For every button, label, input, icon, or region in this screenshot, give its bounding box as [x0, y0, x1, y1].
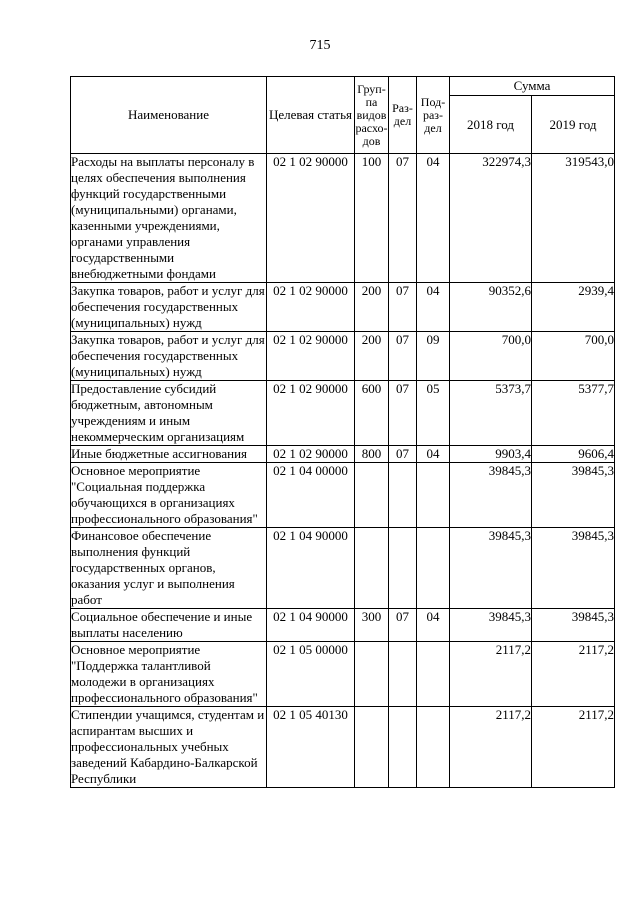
header-sum: Сумма: [450, 77, 615, 96]
cell-code: 02 1 04 90000: [267, 528, 355, 609]
cell-name: Расходы на выплаты персоналу в целях обеспечения выполнения функций государственными (муниципальными) органами, казенными учреждениями, органами управления государственными внебюджетными фондами: [71, 154, 267, 283]
cell-section: [389, 707, 417, 788]
cell-y2018: 5373,7: [450, 381, 532, 446]
cell-subsection: 04: [417, 154, 450, 283]
cell-group: 200: [355, 332, 389, 381]
cell-subsection: [417, 528, 450, 609]
cell-y2018: 39845,3: [450, 609, 532, 642]
cell-y2019: 39845,3: [532, 463, 615, 528]
cell-group: 200: [355, 283, 389, 332]
cell-section: 07: [389, 609, 417, 642]
cell-subsection: [417, 642, 450, 707]
cell-name: Иные бюджетные ассигнования: [71, 446, 267, 463]
cell-name: Финансовое обеспечение выполнения функций государственных органов, оказания услуг и выполнения работ: [71, 528, 267, 609]
cell-code: 02 1 02 90000: [267, 283, 355, 332]
cell-code: 02 1 05 40130: [267, 707, 355, 788]
cell-subsection: 04: [417, 446, 450, 463]
table-row: [71, 283, 615, 332]
table-row: [71, 642, 615, 707]
table-row: [71, 446, 615, 463]
cell-y2019: 9606,4: [532, 446, 615, 463]
cell-code: 02 1 02 90000: [267, 154, 355, 283]
cell-subsection: [417, 707, 450, 788]
table-row: [71, 332, 615, 381]
cell-y2018: 39845,3: [450, 463, 532, 528]
cell-section: 07: [389, 283, 417, 332]
table-row: [71, 609, 615, 642]
cell-subsection: [417, 463, 450, 528]
cell-section: [389, 642, 417, 707]
cell-subsection: 04: [417, 283, 450, 332]
cell-code: 02 1 02 90000: [267, 332, 355, 381]
cell-name: Закупка товаров, работ и услуг для обеспечения государственных (муниципальных) нужд: [71, 283, 265, 330]
cell-subsection: 09: [417, 332, 450, 381]
cell-section: 07: [389, 332, 417, 381]
cell-y2018: 9903,4: [450, 446, 532, 463]
cell-group: [355, 642, 389, 707]
cell-y2018: 2117,2: [450, 642, 532, 707]
cell-name: Предоставление субсидий бюджетным, автономным учреждениям и иным некоммерческим организациям: [71, 381, 267, 446]
table-row: [71, 707, 615, 788]
cell-y2019: 2939,4: [532, 283, 615, 332]
cell-y2018: 322974,3: [450, 154, 532, 283]
cell-group: [355, 528, 389, 609]
header-name: Наименование: [71, 77, 267, 154]
cell-group: [355, 463, 389, 528]
cell-group: 100: [355, 154, 389, 283]
cell-code: 02 1 02 90000: [267, 446, 355, 463]
cell-y2019: 39845,3: [532, 609, 615, 642]
cell-subsection: 04: [417, 609, 450, 642]
header-year-2019: 2019 год: [532, 96, 615, 154]
cell-y2019: 700,0: [532, 332, 615, 381]
cell-y2019: 2117,2: [532, 642, 615, 707]
cell-code: 02 1 05 00000: [267, 642, 355, 707]
header-subsection: Под-раз-дел: [417, 77, 450, 154]
cell-code: 02 1 04 90000: [267, 609, 355, 642]
cell-group: [355, 707, 389, 788]
table-row: [71, 154, 615, 283]
cell-code: 02 1 02 90000: [267, 381, 355, 446]
header-expense-group: Груп-па видов расхо-дов: [355, 77, 389, 154]
cell-subsection: 05: [417, 381, 450, 446]
page-number: 715: [309, 38, 331, 53]
cell-y2019: 2117,2: [532, 707, 615, 788]
table-row: [71, 528, 615, 609]
header-target-article: Целевая статья: [267, 77, 355, 154]
cell-y2018: 700,0: [450, 332, 532, 381]
cell-section: 07: [389, 446, 417, 463]
cell-section: 07: [389, 154, 417, 283]
cell-name: Социальное обеспечение и иные выплаты населению: [71, 609, 267, 642]
cell-name: Закупка товаров, работ и услуг для обеспечения государственных (муниципальных) нужд: [71, 332, 265, 379]
cell-section: [389, 528, 417, 609]
cell-group: 300: [355, 609, 389, 642]
cell-y2018: 39845,3: [450, 528, 532, 609]
cell-y2018: 90352,6: [450, 283, 532, 332]
cell-y2019: 5377,7: [532, 381, 615, 446]
cell-name: Стипендии учащимся, студентам и аспирантам высших и профессиональных учебных заведений Кабардино-Балкарской Республики: [71, 707, 267, 788]
cell-y2018: 2117,2: [450, 707, 532, 788]
header-year-2018: 2018 год: [450, 96, 532, 154]
cell-group: 600: [355, 381, 389, 446]
cell-name: Основное мероприятие "Социальная поддержка обучающихся в организациях профессионального образования": [71, 463, 267, 528]
cell-section: 07: [389, 381, 417, 446]
table-row: [71, 381, 615, 446]
cell-y2019: 319543,0: [532, 154, 615, 283]
cell-group: 800: [355, 446, 389, 463]
budget-table: [70, 76, 615, 788]
header-section: Раз-дел: [389, 77, 417, 154]
cell-y2019: 39845,3: [532, 528, 615, 609]
cell-section: [389, 463, 417, 528]
table-row: [71, 463, 615, 528]
cell-code: 02 1 04 00000: [267, 463, 355, 528]
cell-name: Основное мероприятие "Поддержка талантливой молодежи в организациях профессионального образования": [71, 642, 267, 707]
